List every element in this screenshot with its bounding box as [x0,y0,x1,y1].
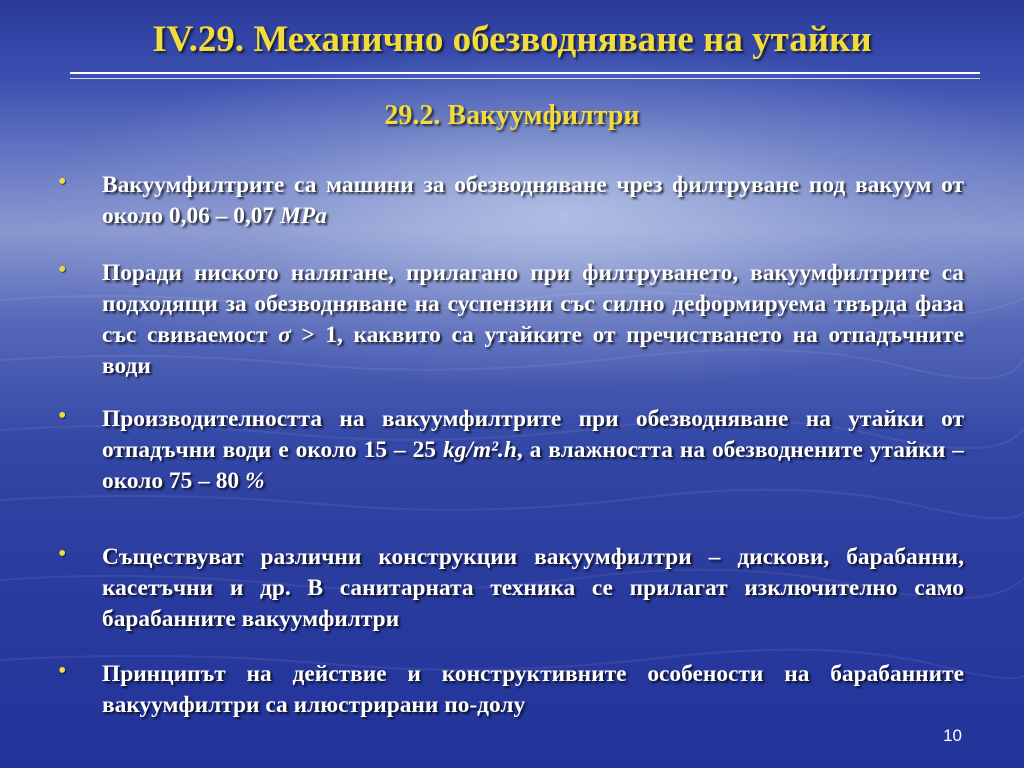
bullet-text: Принципът на действие и конструктивните особености на барабанните вакуумфилтри са илюстрирани по-долу [102,661,964,718]
bullet-text: Производителността на вакуумфилтрите при обезводняване на утайки от отпадъчни води е около 15 – 25 kg/m².h, а влажността на обезводнените утайки – около 75 – 80 % [102,406,964,494]
bullet-marker: • [58,403,67,429]
slide-subtitle: 29.2. Вакуумфилтри [384,100,640,131]
title-divider-secondary [70,78,980,79]
bullet-text: Поради ниското налягане, прилагано при филтруването, вакуумфилтрите са подходящи за обезводняване на суспензии със силно деформируема твърда фаза със свиваемост σ > 1, каквито са утайките от пречистването на отпадъчните води [102,260,964,379]
title-divider [70,72,980,74]
bullet-text: Съществуват различни конструкции вакуумфилтри – дискови, барабанни, касетъчни и др. В санитарната техника се прилагат изключително само барабанните вакуумфилтри [102,544,964,632]
page-number: 10 [943,726,962,745]
slide-title: IV.29. Механично обезводняване на утайки [152,19,872,60]
bullet-text: Вакуумфилтрите са машини за обезводняване чрез филтруване под вакуум от около 0,06 – 0,07 MPa [102,172,964,229]
bullet-marker: • [58,658,67,684]
bullet-marker: • [58,541,67,567]
bullet-marker: • [58,257,67,283]
bullet-marker: • [58,169,67,195]
